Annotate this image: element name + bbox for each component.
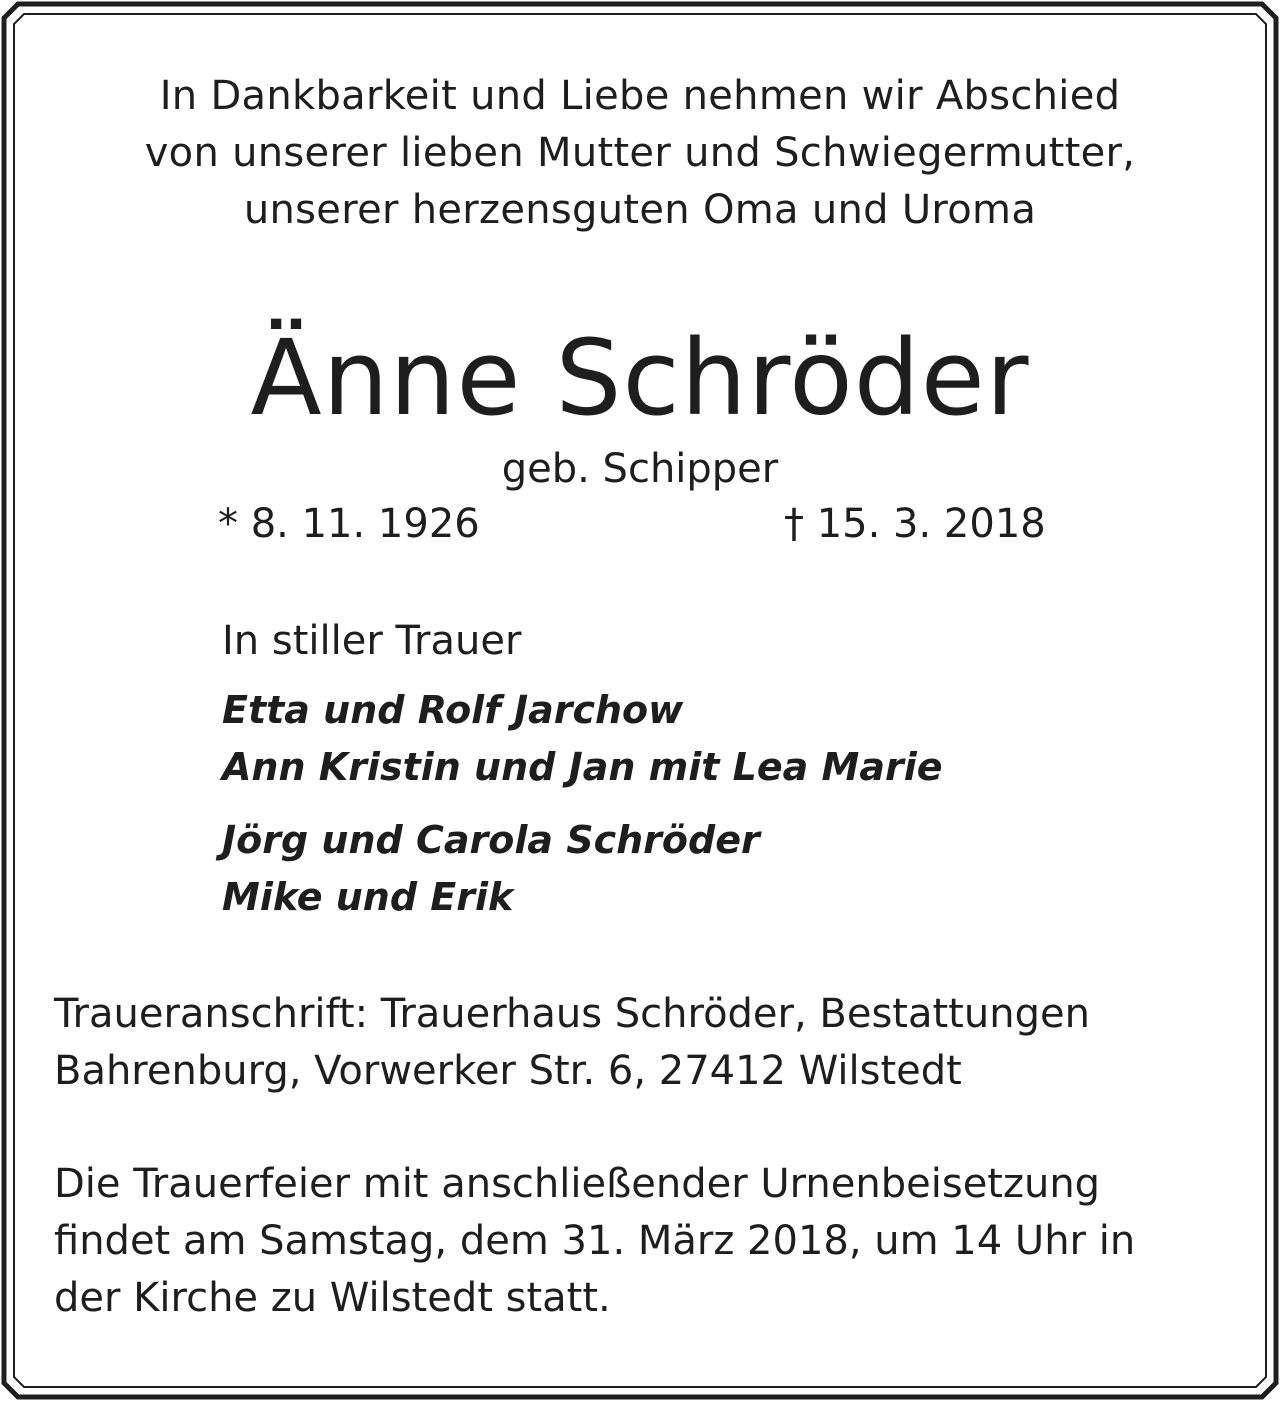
family-member-line: Ann Kristin und Jan mit Lea Marie: [222, 745, 943, 789]
address-line: Traueranschrift: Trauerhaus Schröder, Bestattungen: [54, 991, 1090, 1037]
deceased-name: Änne Schröder: [250, 317, 1030, 439]
family-member-line: Mike und Erik: [222, 875, 514, 919]
family-group-2: [222, 812, 760, 926]
family-member-line: Jörg und Carola Schröder: [222, 818, 760, 862]
intro-line: von unserer lieben Mutter und Schwiegermutter,: [144, 130, 1136, 176]
mourning-label: In stiller Trauer: [222, 618, 522, 664]
ceremony-info: [54, 1156, 1135, 1327]
ceremony-line: der Kirche zu Wilstedt statt.: [54, 1275, 611, 1321]
ceremony-line: findet am Samstag, dem 31. März 2018, um 14 Uhr in: [54, 1218, 1136, 1264]
ceremony-line: Die Trauerfeier mit anschließender Urnenbeisetzung: [54, 1161, 1101, 1207]
death-date: † 15. 3. 2018: [784, 501, 1046, 547]
intro-line: unserer herzensguten Oma und Uroma: [243, 187, 1037, 233]
intro-text: [0, 68, 1280, 239]
intro-line: In Dankbarkeit und Liebe nehmen wir Abschied: [159, 73, 1121, 119]
birth-name: geb. Schipper: [501, 446, 779, 492]
family-member-line: Etta und Rolf Jarchow: [222, 688, 684, 732]
address-line: Bahrenburg, Vorwerker Str. 6, 27412 Wilstedt: [54, 1048, 962, 1094]
mourning-address: [54, 986, 1090, 1100]
family-group-1: [222, 682, 943, 796]
birth-date: * 8. 11. 1926: [218, 501, 480, 547]
